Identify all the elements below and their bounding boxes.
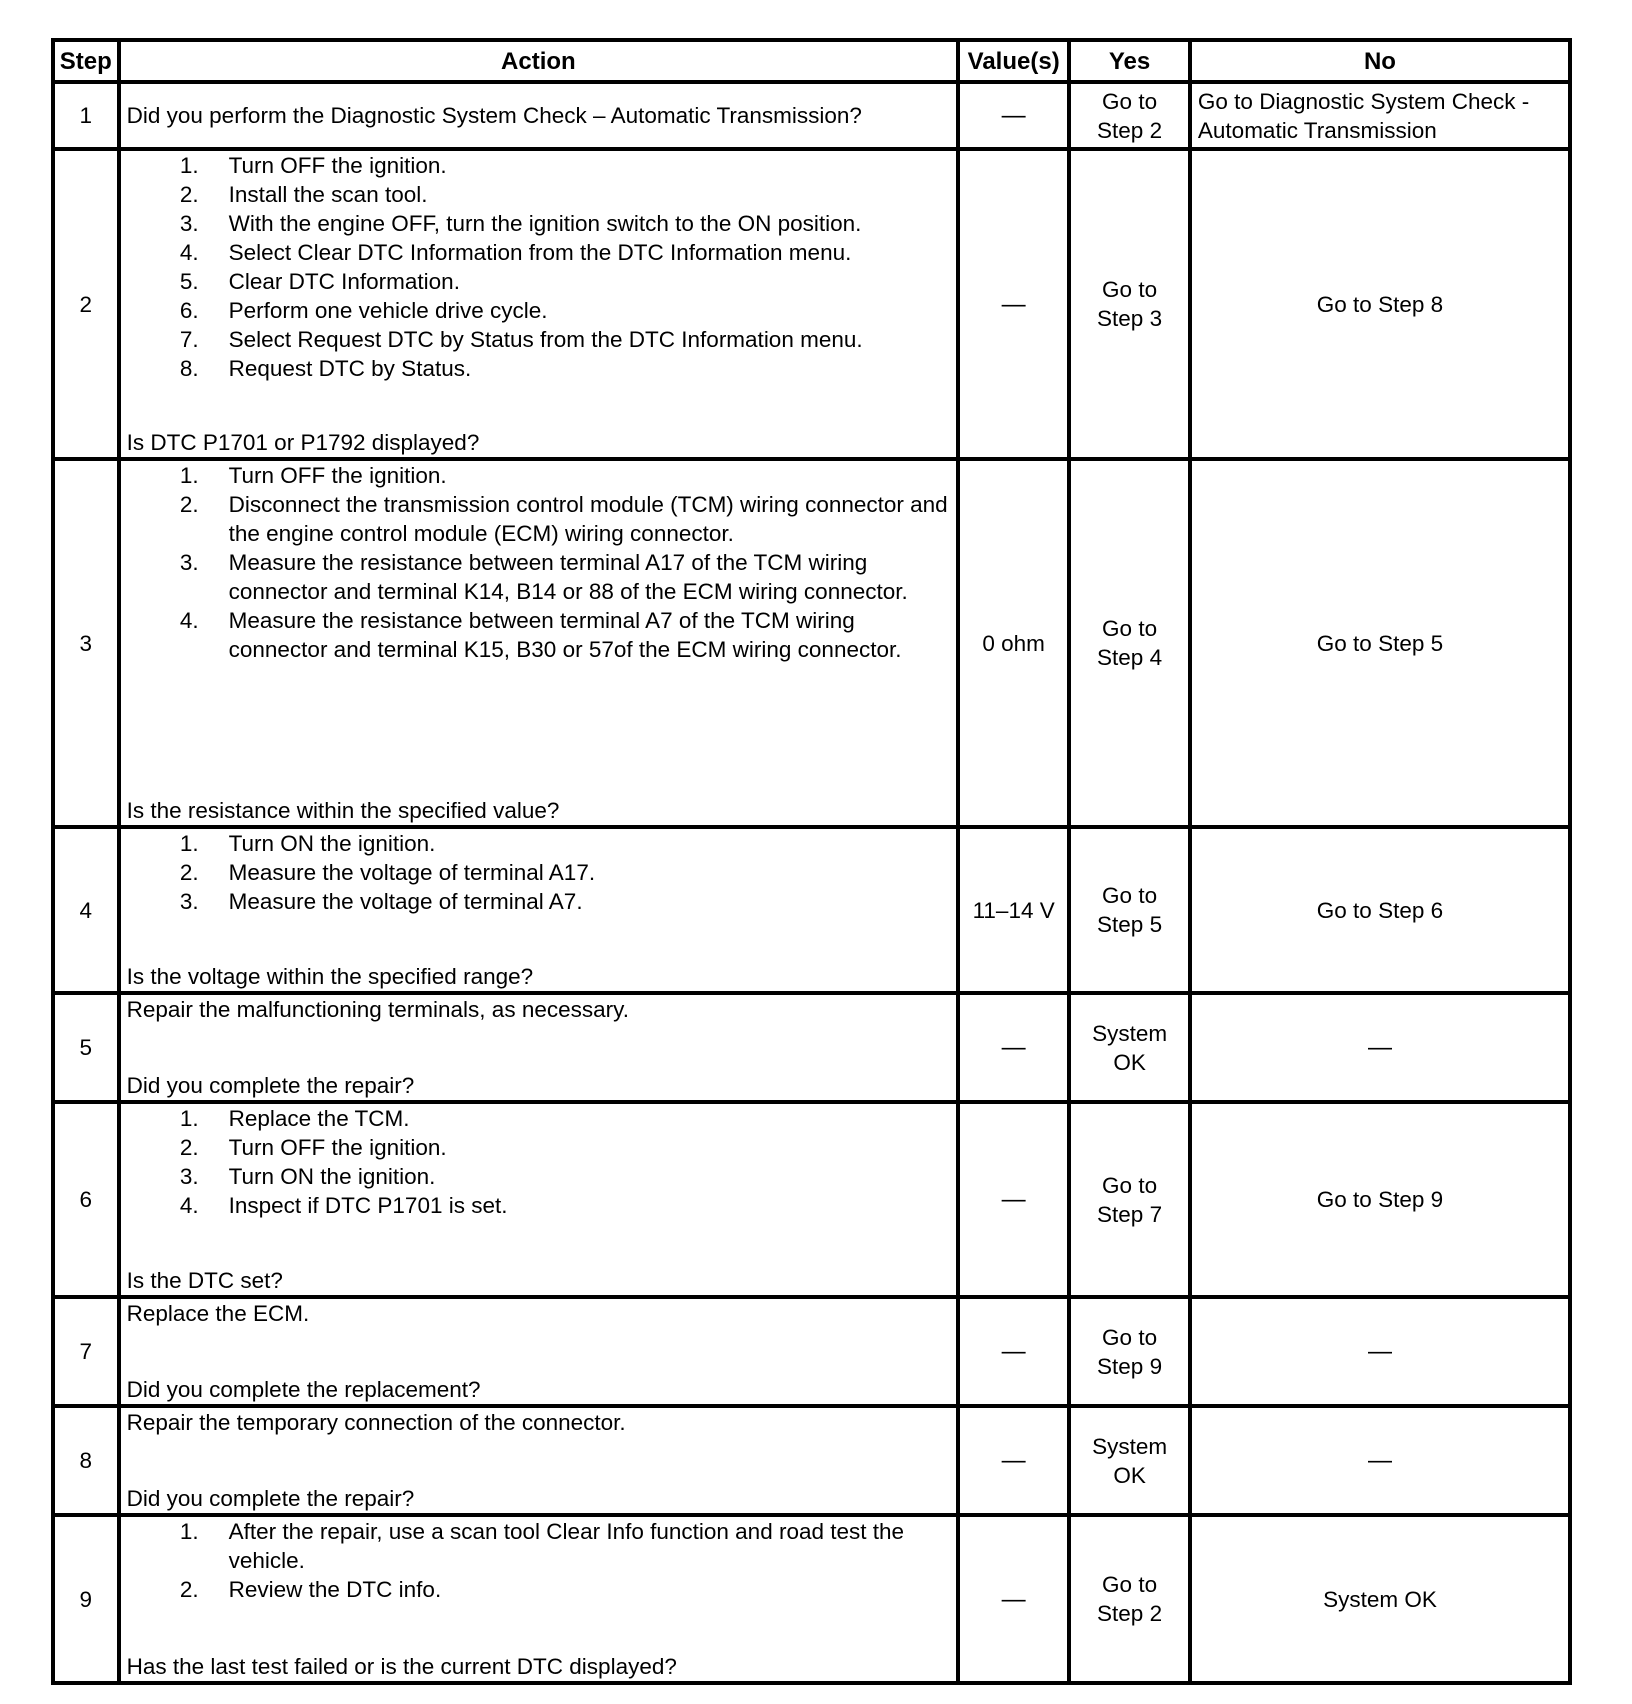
procedure-list <box>127 829 950 916</box>
action-question: Has the last test failed or is the current DTC displayed? <box>126 1654 677 1679</box>
action-question: Is DTC P1701 or P1792 displayed? <box>126 430 480 455</box>
value-cell: 11–14 V <box>958 827 1069 993</box>
procedure-item: 3. Measure the resistance between terminal A17 of the TCM wiring connector and terminal K14, B14 or 88 of the ECM wiring connector. <box>179 550 908 604</box>
procedure-item: 6. Perform one vehicle drive cycle. <box>179 298 548 323</box>
procedure-item: 1. Turn OFF the ignition. <box>179 463 447 488</box>
no-cell: — <box>1190 993 1570 1102</box>
action-cell <box>119 1297 958 1406</box>
yes-cell: Go to Step 7 <box>1069 1102 1190 1297</box>
action-question: Is the resistance within the specified value? <box>126 798 560 823</box>
no-cell: — <box>1190 1406 1570 1515</box>
action-question: Did you perform the Diagnostic System Check – Automatic Transmission? <box>126 103 862 128</box>
value-cell: — <box>958 1515 1069 1683</box>
step-number: 1 <box>53 82 119 149</box>
procedure-item: 2. Measure the voltage of terminal A17. <box>179 860 596 885</box>
action-question: Did you complete the repair? <box>126 1073 415 1098</box>
action-cell <box>119 827 958 993</box>
table-row <box>53 1102 1570 1297</box>
procedure-item: 1. Turn ON the ignition. <box>179 831 436 856</box>
action-instruction: Replace the ECM. <box>126 1301 310 1326</box>
value-cell: — <box>958 1406 1069 1515</box>
header-no: No <box>1190 40 1570 82</box>
step-number: 4 <box>53 827 119 993</box>
action-instruction: Repair the malfunctioning terminals, as necessary. <box>126 997 629 1022</box>
yes-cell: Go to Step 9 <box>1069 1297 1190 1406</box>
action-cell <box>119 82 958 149</box>
procedure-list <box>127 461 950 664</box>
step-number: 7 <box>53 1297 119 1406</box>
value-cell: 0 ohm <box>958 459 1069 827</box>
action-question: Is the DTC set? <box>126 1268 283 1293</box>
value-cell: — <box>958 993 1069 1102</box>
no-cell: Go to Step 8 <box>1190 149 1570 459</box>
step-number: 2 <box>53 149 119 459</box>
header-step: Step <box>53 40 119 82</box>
no-cell: Go to Step 5 <box>1190 459 1570 827</box>
yes-cell: System OK <box>1069 1406 1190 1515</box>
action-cell <box>119 1406 958 1515</box>
procedure-item: 2. Install the scan tool. <box>179 182 428 207</box>
table-row <box>53 827 1570 993</box>
procedure-item: 5. Clear DTC Information. <box>179 269 460 294</box>
action-cell <box>119 459 958 827</box>
action-question: Did you complete the repair? <box>126 1486 415 1511</box>
step-number: 8 <box>53 1406 119 1515</box>
table-row <box>53 149 1570 459</box>
step-number: 9 <box>53 1515 119 1683</box>
procedure-item: 1. After the repair, use a scan tool Clear Info function and road test the vehicle. <box>179 1519 905 1573</box>
value-cell: — <box>958 82 1069 149</box>
procedure-item: 2. Review the DTC info. <box>179 1577 442 1602</box>
action-cell <box>119 1102 958 1297</box>
yes-cell: Go to Step 5 <box>1069 827 1190 993</box>
yes-cell: Go to Step 3 <box>1069 149 1190 459</box>
action-question: Did you complete the replacement? <box>126 1377 481 1402</box>
procedure-list <box>127 151 950 383</box>
yes-cell: Go to Step 2 <box>1069 82 1190 149</box>
header-action: Action <box>119 40 958 82</box>
procedure-item: 2. Turn OFF the ignition. <box>179 1135 447 1160</box>
table-row <box>53 1406 1570 1515</box>
table-row <box>53 82 1570 149</box>
procedure-item: 7. Select Request DTC by Status from the DTC Information menu. <box>179 327 863 352</box>
action-instruction: Repair the temporary connection of the connector. <box>126 1410 626 1435</box>
procedure-list <box>127 1104 950 1220</box>
yes-cell: Go to Step 2 <box>1069 1515 1190 1683</box>
header-values: Value(s) <box>958 40 1069 82</box>
value-cell: — <box>958 1297 1069 1406</box>
step-number: 5 <box>53 993 119 1102</box>
no-cell: Go to Step 6 <box>1190 827 1570 993</box>
action-question: Is the voltage within the specified range? <box>126 964 534 989</box>
procedure-item: 4. Select Clear DTC Information from the DTC Information menu. <box>179 240 852 265</box>
action-cell <box>119 993 958 1102</box>
diagnostic-table <box>51 38 1572 1685</box>
procedure-list <box>127 1517 950 1604</box>
procedure-item: 1. Turn OFF the ignition. <box>179 153 447 178</box>
table-row <box>53 1297 1570 1406</box>
action-cell <box>119 149 958 459</box>
value-cell: — <box>958 1102 1069 1297</box>
step-number: 6 <box>53 1102 119 1297</box>
table-row <box>53 993 1570 1102</box>
procedure-item: 4. Measure the resistance between terminal A7 of the TCM wiring connector and terminal K15, B30 or 57of the ECM wiring connector. <box>179 608 902 662</box>
table-row <box>53 1515 1570 1683</box>
procedure-item: 3. With the engine OFF, turn the ignition switch to the ON position. <box>179 211 862 236</box>
action-cell <box>119 1515 958 1683</box>
procedure-item: 4. Inspect if DTC P1701 is set. <box>179 1193 508 1218</box>
yes-cell: Go to Step 4 <box>1069 459 1190 827</box>
no-cell: System OK <box>1190 1515 1570 1683</box>
table-row <box>53 459 1570 827</box>
no-cell: Go to Step 9 <box>1190 1102 1570 1297</box>
no-cell: — <box>1190 1297 1570 1406</box>
procedure-item: 3. Measure the voltage of terminal A7. <box>179 889 583 914</box>
procedure-item: 3. Turn ON the ignition. <box>179 1164 436 1189</box>
procedure-item: 2. Disconnect the transmission control module (TCM) wiring connector and the engine control module (ECM) wiring connector. <box>179 492 948 546</box>
procedure-item: 8. Request DTC by Status. <box>179 356 472 381</box>
step-number: 3 <box>53 459 119 827</box>
value-cell: — <box>958 149 1069 459</box>
header-row <box>53 40 1570 82</box>
no-cell: Go to Diagnostic System Check - Automatic Transmission <box>1190 82 1570 149</box>
procedure-item: 1. Replace the TCM. <box>179 1106 410 1131</box>
yes-cell: System OK <box>1069 993 1190 1102</box>
header-yes: Yes <box>1069 40 1190 82</box>
